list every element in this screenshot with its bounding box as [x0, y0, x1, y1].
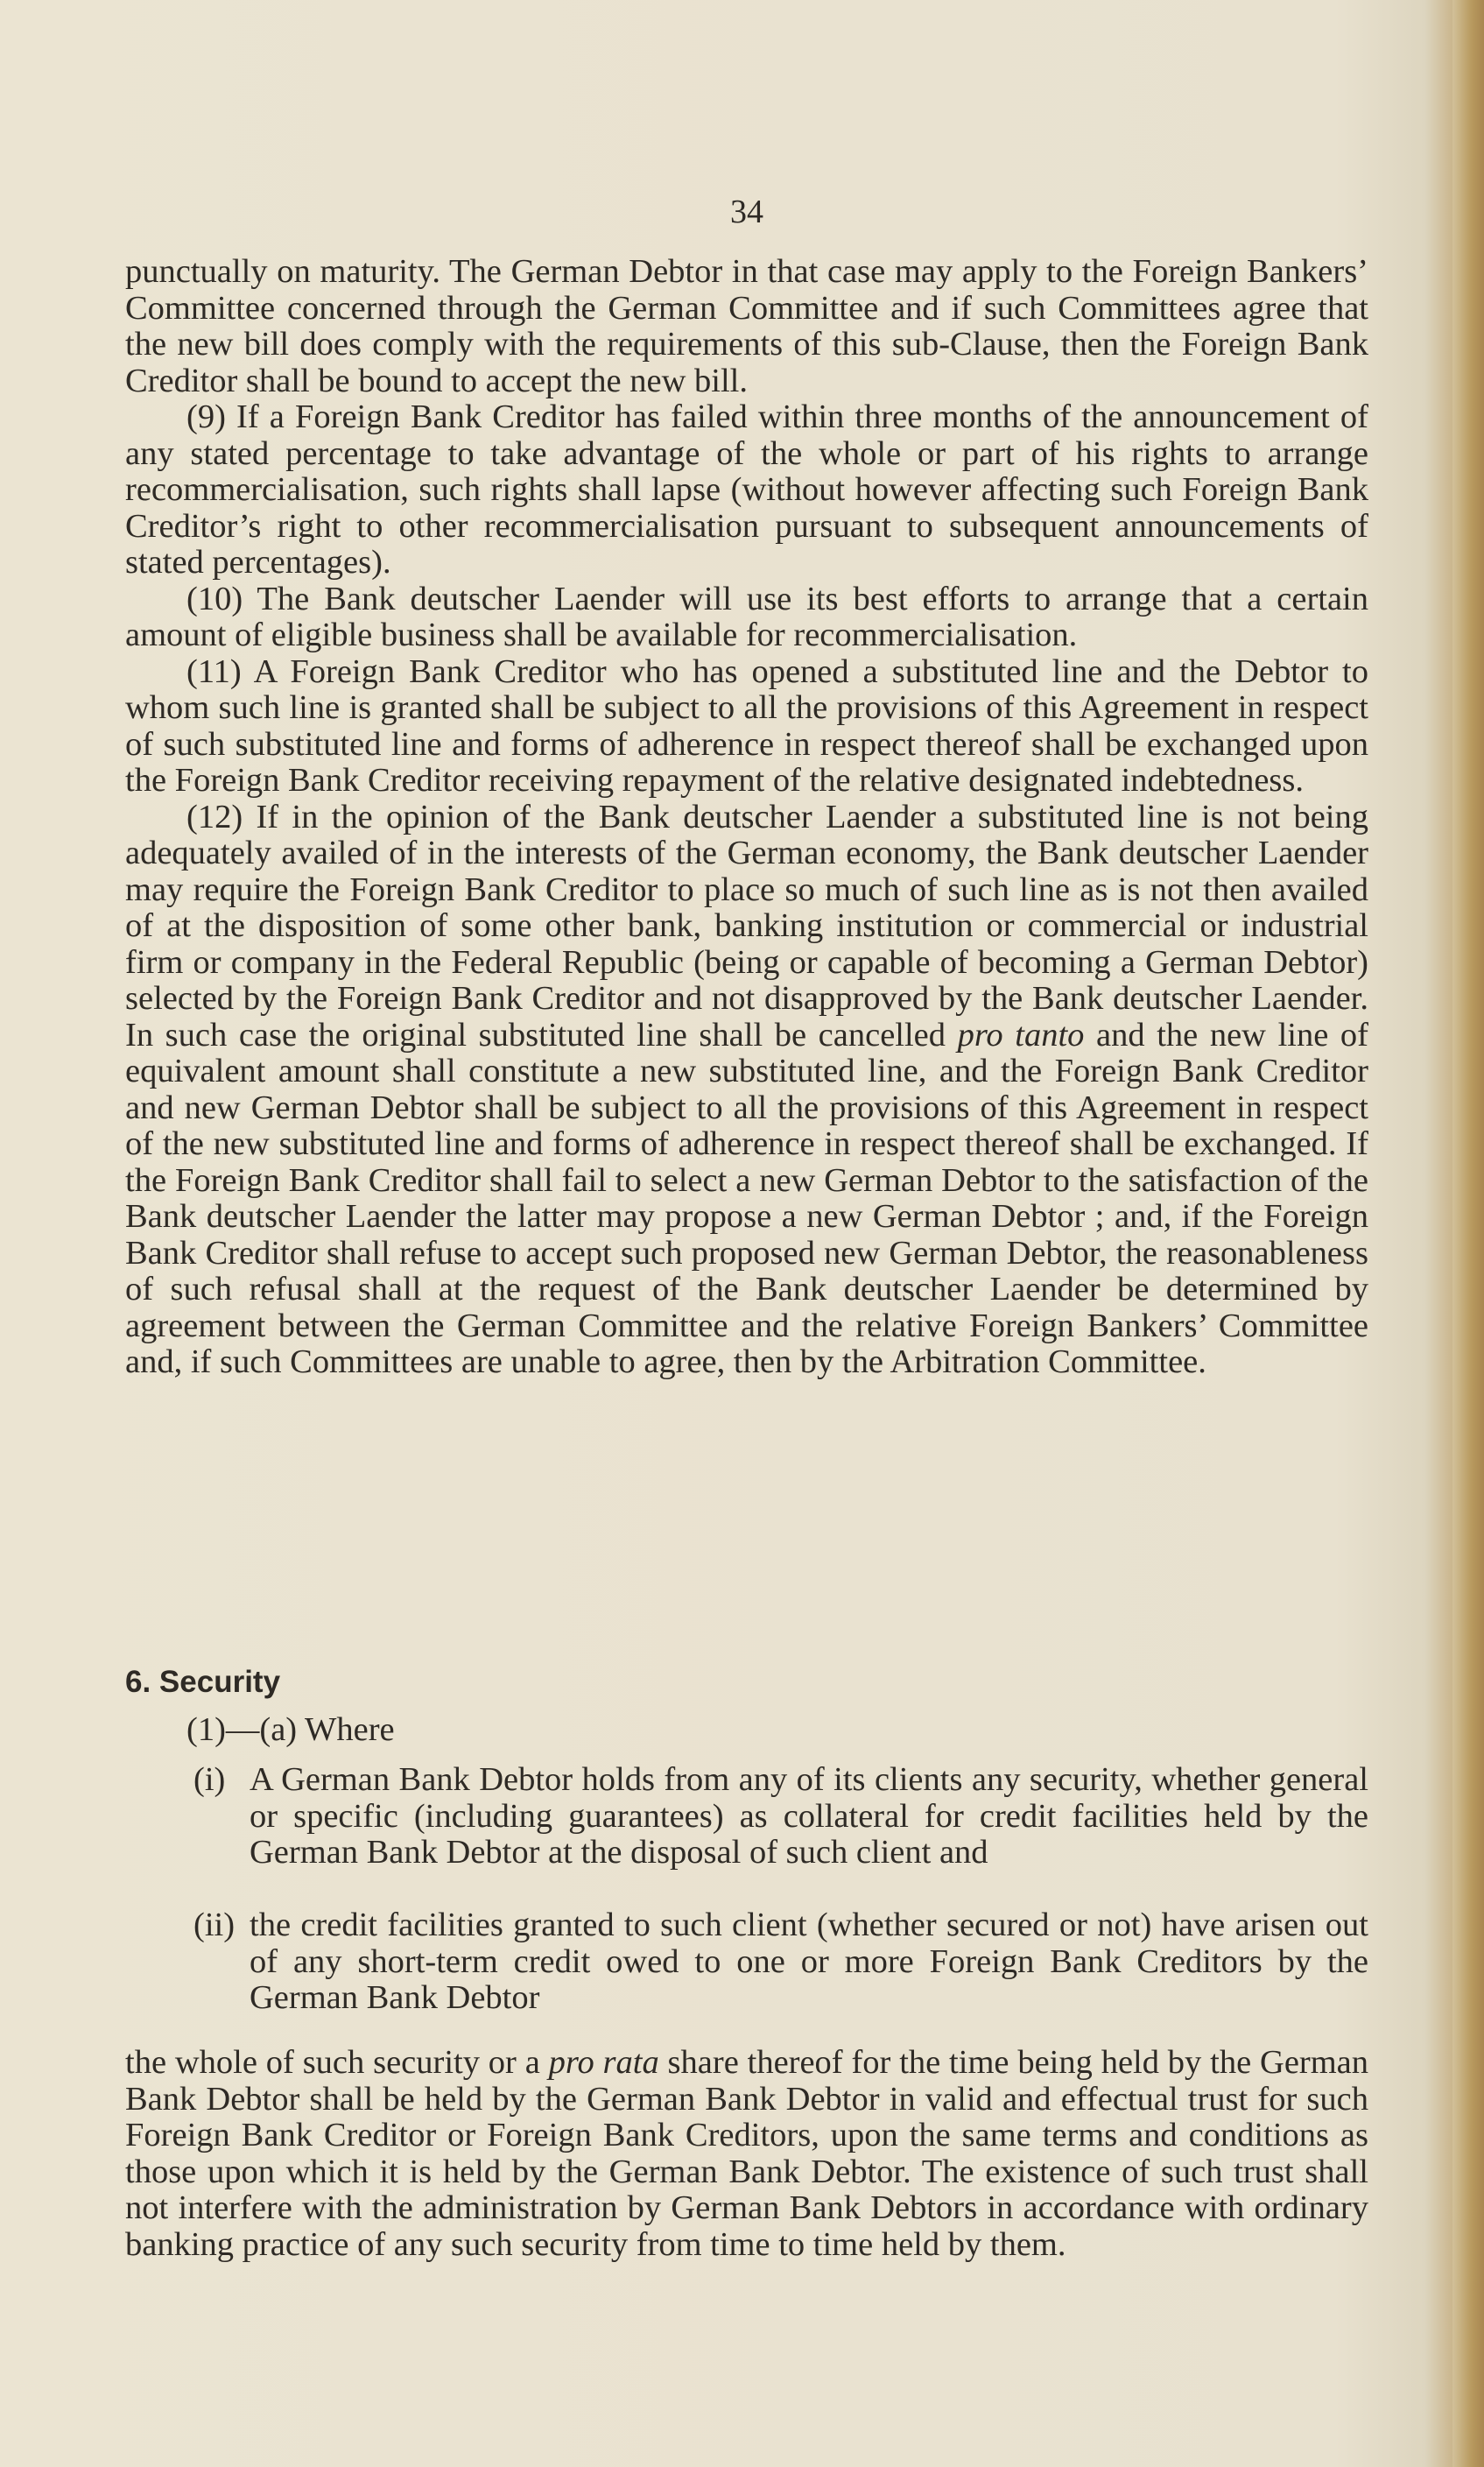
- page-number: 34: [730, 194, 763, 230]
- closing-part-2: share thereof for the time being held by the German Bank Debtor shall be held by the German Bank Debtor in valid and effectual trust for such Foreign Bank Creditor or Foreign Bank Creditors, upon the same terms and conditions as those upon which it is held by the German Bank Debtor. The existence of such trust shall not interfere with the administration by German Bank Debtors in accordance with ordinary banking practice of any such security from time to time held by them.: [125, 2044, 1369, 2263]
- list-item-text: the credit facilities granted to such client (whether secured or not) have arisen out of any short-term credit owed to one or more Foreign Bank Creditors by the German Bank Debtor: [250, 1907, 1368, 2016]
- paragraph-10: (10) The Bank deutscher Laender will use its best efforts to arrange that a certain amount of eligible business shall be available for recommercialisation.: [125, 580, 1368, 653]
- paragraph-11: (11) A Foreign Bank Creditor who has opened a substituted line and the Debtor to whom such line is granted shall be subject to all the provisions of this Agreement in respect of such substituted line and forms of adherence in respect thereof shall be exchanged upon the Foreign Bank Creditor receiving repayment of the relative designated indebtedness.: [125, 652, 1368, 799]
- list-item-text: A German Bank Debtor holds from any of its clients any security, whether general or specific (including guarantees) as collateral for credit facilities held by the German Bank Debtor at the disposal of such client and: [250, 1761, 1368, 1871]
- closing-text: [125, 2045, 1368, 2263]
- closing-part-1: the whole of such security or a: [125, 2044, 549, 2081]
- closing-italic: pro rata: [548, 2044, 659, 2081]
- page-binding-edge: [1452, 0, 1484, 2467]
- list-item-number: (i): [193, 1761, 226, 1798]
- paragraph-9: (9) If a Foreign Bank Creditor has failed within three months of the announcement of any stated percentage to take advantage of the whole or part of his rights to arrange recommercialisation, such rights shall lapse (without however affecting such Foreign Bank Creditor’s right to other recommercialisation pursuant to subsequent announcements of stated percentages).: [125, 398, 1368, 581]
- closing-paragraph: [125, 2045, 1368, 2263]
- paragraph-12-italic: pro tanto: [957, 1016, 1085, 1054]
- paragraph-12-part-2: and the new line of equivalent amount shall constitute a new substituted line, and the Foreign Bank Creditor and new German Debtor shall be subject to all the provisions of this Agreement in respect of the new substituted line and forms of adherence in respect thereof shall be exchanged. If the Foreign Bank Creditor shall fail to select a new German Debtor to the satisfaction of the Bank deutscher Laender the latter may propose a new German Debtor ; and, if the Foreign Bank Creditor shall refuse to accept such proposed new German Debtor, the reasonableness of such refusal shall at the request of the Bank deutscher Laender be determined by agreement between the German Committee and the relative Foreign Bankers’ Committee and, if such Committees are unable to agree, then by the Arbitration Committee.: [125, 1016, 1368, 1380]
- list-item: [193, 1762, 1368, 1871]
- paragraph-12: [125, 800, 1368, 1381]
- list-item: [193, 1907, 1368, 2017]
- list-item-number: (ii): [193, 1907, 236, 1943]
- body-text: [125, 254, 1368, 1381]
- subclause-intro: (1)—(a) Where: [186, 1711, 395, 1748]
- paragraph-12-part-1: (12) If in the opinion of the Bank deutscher Laender a substituted line is not being adequately availed of in the interests of the German economy, the Bank deutscher Laender may require the Foreign Bank Creditor to place so much of such line as is not then availed of at the disposition of some other bank, banking institution or commercial or industrial firm or company in the Federal Republic (being or capable of becoming a German Debtor) selected by the Foreign Bank Creditor and not disapproved by the Bank deutscher Laender. In such case the original substituted line shall be cancelled: [125, 798, 1368, 1054]
- section-heading: 6. Security: [125, 1665, 281, 1699]
- paragraph-continuation: punctually on maturity. The German Debtor in that case may apply to the Foreign Bankers’ Committee concerned through the German Committee and if such Committees agree that the new bill does comply with the requirements of this sub-Clause, then the Foreign Bank Creditor shall be bound to accept the new bill.: [125, 253, 1368, 399]
